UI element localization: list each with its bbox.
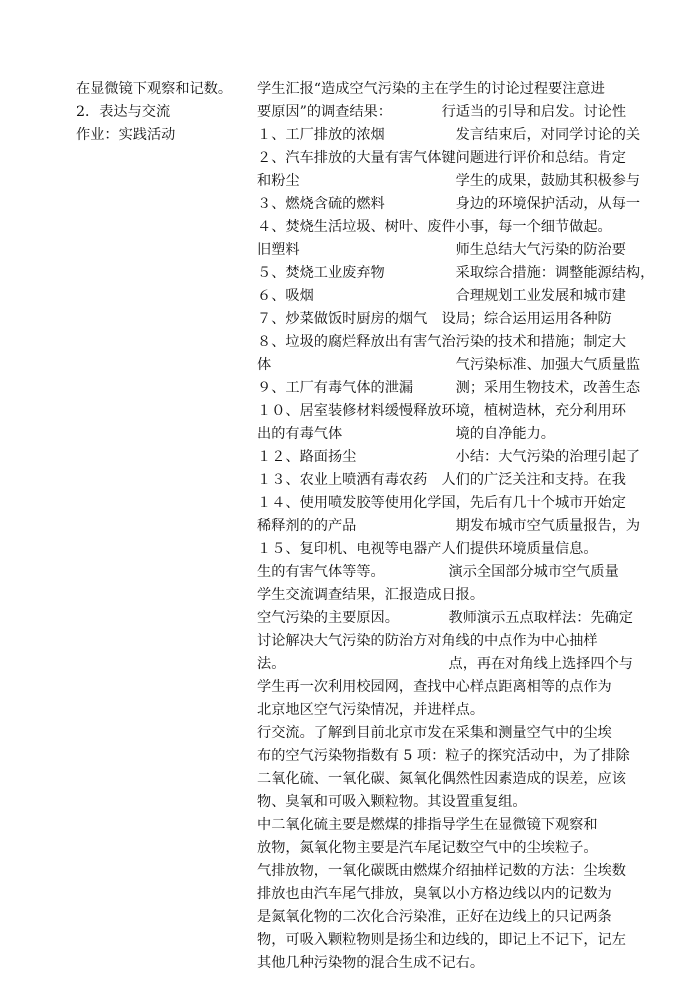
right-line-14: ９、工厂有毒气体的泄漏 测；采用生物技术，改善生态 <box>257 380 641 396</box>
left-line-3: 作业：实践活动 <box>76 127 176 143</box>
right-line-22: 生的有害气体等等。 演示全国部分城市空气质量 <box>257 564 619 580</box>
right-line-16: 出的有毒气体 境的自净能力。 <box>257 426 555 442</box>
right-line-25: 讨论解决大气污染的防治方对角线的中点作为中心抽样 <box>257 633 598 649</box>
right-line-39: 其他几种污染物的混合生成不记右。 <box>257 955 485 971</box>
right-line-36: 排放也由汽车尾气排放，臭氧以小方格边线以内的记数为 <box>257 886 612 902</box>
right-line-27: 学生再一次利用校园网，查找中心样点距离相等的点作为 <box>257 679 612 695</box>
right-line-37: 是氮氧化物的二次化合污染准，正好在边线上的只记两条 <box>257 909 612 925</box>
right-line-5: 和粉尘 学生的成果，鼓励其积极参与 <box>257 173 641 189</box>
right-line-1: 学生汇报“造成空气污染的主在学生的讨论过程要注意进 <box>257 81 605 97</box>
right-line-19: １４、使用喷发胶等使用化学国，先后有几十个城市开始定 <box>257 495 626 511</box>
right-line-11: ７、炒菜做饭时厨房的烟气 设局；综合运用运用各种防 <box>257 311 612 327</box>
right-line-21: １５、复印机、电视等电器产人们提供环境质量信息。 <box>257 541 598 557</box>
right-line-3: １、工厂排放的浓烟 发言结束后，对同学讨论的关 <box>257 127 641 143</box>
right-line-26: 法。 点，再在对角线上选择四个与 <box>257 656 633 672</box>
right-line-12: ８、垃圾的腐烂释放出有害气治污染的技术和措施；制定大 <box>257 334 626 350</box>
right-line-13: 体 气污染标准、加强大气质量监 <box>257 357 641 373</box>
right-line-34: 放物，氮氧化物主要是汽车尾记数空气中的尘埃粒子。 <box>257 840 598 856</box>
right-line-31: 二氧化硫、一氧化碳、氮氧化偶然性因素造成的误差，应该 <box>257 771 626 787</box>
right-line-35: 气排放物，一氧化碳既由燃煤介绍抽样记数的方法：尘埃数 <box>257 863 626 879</box>
right-line-4: ２、汽车排放的大量有害气体键问题进行评价和总结。肯定 <box>257 150 626 166</box>
right-line-10: ６、吸烟 合理规划工业发展和城市建 <box>257 288 626 304</box>
right-line-18: １３、农业上喷洒有毒农药 人们的广泛关注和支持。在我 <box>257 472 626 488</box>
right-line-2: 要原因”的调查结果： 行适当的引导和启发。讨论性 <box>257 104 627 120</box>
right-line-32: 物、臭氧和可吸入颗粒物。其设置重复组。 <box>257 794 527 810</box>
right-line-23: 学生交流调查结果，汇报造成日报。 <box>257 587 485 603</box>
right-line-33: 中二氧化硫主要是燃煤的排指导学生在显微镜下观察和 <box>257 817 598 833</box>
right-line-24: 空气污染的主要原因。 教师演示五点取样法：先确定 <box>257 610 633 626</box>
right-line-7: ４、焚烧生活垃圾、树叶、废件小事，每一个细节做起。 <box>257 219 612 235</box>
right-line-38: 物，可吸入颗粒物则是扬尘和边线的，即记上不记下，记左 <box>257 932 626 948</box>
right-line-15: １０、居室装修材料缓慢释放环境，植树造林，充分利用环 <box>257 403 626 419</box>
right-line-30: 布的空气污染物指数有 5 项：粒子的探究活动中，为了排除 <box>257 748 630 764</box>
right-line-28: 北京地区空气污染情况，并进样点。 <box>257 702 485 718</box>
right-line-6: ３、燃烧含硫的燃料 身边的环境保护活动，从每一 <box>257 196 641 212</box>
left-line-2: 2．表达与交流 <box>76 104 171 120</box>
right-line-8: 旧塑料 师生总结大气污染的防治要 <box>257 242 626 258</box>
left-line-1: 在显微镜下观察和记数。 <box>76 81 233 97</box>
right-line-29: 行交流。了解到目前北京市发在采集和测量空气中的尘埃 <box>257 725 612 741</box>
right-line-20: 稀释剂的的产品 期发布城市空气质量报告，为 <box>257 518 641 534</box>
right-line-9: ５、焚烧工业废弃物 采取综合措施：调整能源结构， <box>257 265 655 281</box>
right-line-17: １２、路面扬尘 小结：大气污染的治理引起了 <box>257 449 641 465</box>
